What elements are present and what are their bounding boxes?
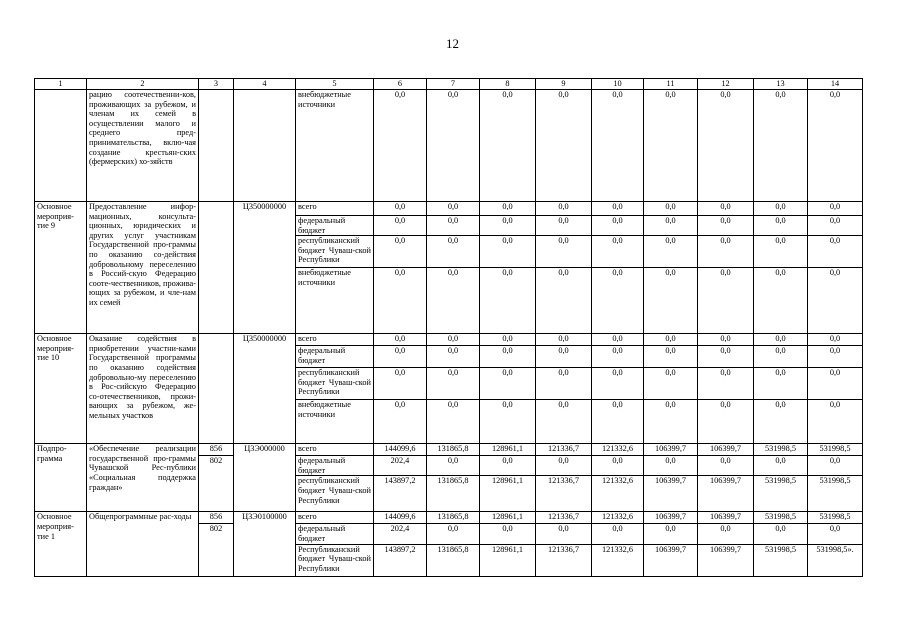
value-cell: 144099,6	[374, 512, 427, 524]
value-cell: 0,0	[427, 456, 480, 476]
grbs-code	[199, 202, 234, 334]
value-cell: 0,0	[427, 202, 480, 216]
value-cell: 131865,8	[427, 476, 480, 512]
value-cell: 0,0	[427, 400, 480, 444]
page-number: 12	[446, 36, 459, 51]
value-cell: 0,0	[808, 236, 863, 268]
value-cell: 131865,8	[427, 444, 480, 456]
value-cell: 121332,6	[592, 444, 644, 456]
value-cell: 0,0	[374, 268, 427, 334]
value-cell: 0,0	[754, 216, 808, 236]
table-row	[35, 334, 863, 346]
value-cell: 121332,6	[592, 476, 644, 512]
value-cell: 0,0	[808, 400, 863, 444]
value-cell: 0,0	[427, 90, 480, 202]
header-col-13: 13	[754, 79, 808, 90]
value-cell: 128961,1	[480, 476, 536, 512]
header-col-4: 4	[234, 79, 296, 90]
value-cell: 0,0	[480, 268, 536, 334]
header-col-9: 9	[536, 79, 592, 90]
value-cell: 0,0	[644, 400, 698, 444]
value-cell: 0,0	[754, 90, 808, 202]
value-cell: 0,0	[592, 202, 644, 216]
value-cell: 0,0	[536, 216, 592, 236]
value-cell: 0,0	[644, 216, 698, 236]
value-cell: 121336,7	[536, 444, 592, 456]
table-row	[35, 512, 863, 524]
value-cell: 0,0	[536, 368, 592, 400]
value-cell: 531998,5».	[808, 544, 863, 576]
event-name: Основное мероприя-тие 10	[35, 334, 87, 444]
funding-source: Республиканский бюджет Чуваш-ской Республики	[296, 544, 374, 576]
value-cell: 131865,8	[427, 544, 480, 576]
value-cell: 531998,5	[808, 512, 863, 524]
funding-source: республиканский бюджет Чуваш-ской Республики	[296, 476, 374, 512]
event-description: «Обеспечение реализации государственной про-граммы Чувашской Рес-публики «Социальная поддержка граждан»	[87, 444, 199, 512]
value-cell: 0,0	[480, 346, 536, 368]
header-col-1: 1	[35, 79, 87, 90]
funding-source: всего	[296, 444, 374, 456]
header-col-5: 5	[296, 79, 374, 90]
value-cell: 0,0	[808, 334, 863, 346]
value-cell: 106399,7	[644, 544, 698, 576]
target-code: Ц350000000	[234, 202, 296, 334]
value-cell: 0,0	[480, 236, 536, 268]
value-cell: 0,0	[644, 202, 698, 216]
value-cell: 0,0	[808, 456, 863, 476]
value-cell: 0,0	[698, 346, 754, 368]
value-cell: 0,0	[536, 268, 592, 334]
event-description: Оказание содействия в приобретении участни-ками Государственной программы по оказанию содействия добровольно-му переселению в Рос-сийскую Федерацию со-отечественников, прожи-вающих за рубежом, же-мельных участков	[87, 334, 199, 444]
funding-source: всего	[296, 334, 374, 346]
value-cell: 128961,1	[480, 512, 536, 524]
budget-table	[34, 78, 863, 577]
value-cell: 0,0	[808, 368, 863, 400]
value-cell: 0,0	[374, 202, 427, 216]
value-cell: 0,0	[698, 524, 754, 544]
value-cell: 0,0	[644, 368, 698, 400]
value-cell: 0,0	[592, 456, 644, 476]
value-cell: 0,0	[754, 456, 808, 476]
event-description: Общепрограммные рас-ходы	[87, 512, 199, 576]
value-cell: 0,0	[698, 268, 754, 334]
value-cell: 202,4	[374, 524, 427, 544]
funding-source: республиканский бюджет Чуваш-ской Республики	[296, 368, 374, 400]
funding-source: внебюджетные источники	[296, 90, 374, 202]
grbs-code: 856	[199, 444, 234, 456]
value-cell: 0,0	[644, 90, 698, 202]
funding-source: федеральный бюджет	[296, 524, 374, 544]
header-col-3: 3	[199, 79, 234, 90]
value-cell: 0,0	[374, 368, 427, 400]
value-cell: 0,0	[754, 346, 808, 368]
value-cell: 0,0	[698, 216, 754, 236]
value-cell: 0,0	[536, 524, 592, 544]
value-cell: 0,0	[480, 216, 536, 236]
header-col-12: 12	[698, 79, 754, 90]
value-cell: 0,0	[427, 334, 480, 346]
table-row	[35, 90, 863, 202]
value-cell: 0,0	[754, 268, 808, 334]
value-cell: 0,0	[374, 90, 427, 202]
value-cell: 106399,7	[698, 476, 754, 512]
funding-source: всего	[296, 202, 374, 216]
value-cell: 0,0	[592, 268, 644, 334]
value-cell: 121332,6	[592, 544, 644, 576]
value-cell: 0,0	[808, 346, 863, 368]
funding-source: республиканский бюджет Чуваш-ской Республики	[296, 236, 374, 268]
funding-source: федеральный бюджет	[296, 456, 374, 476]
event-name: Основное мероприя-тие 1	[35, 512, 87, 576]
value-cell: 0,0	[427, 368, 480, 400]
value-cell: 106399,7	[644, 444, 698, 456]
value-cell: 143897,2	[374, 544, 427, 576]
value-cell: 531998,5	[754, 512, 808, 524]
value-cell: 0,0	[480, 524, 536, 544]
target-code	[234, 90, 296, 202]
target-code: Ц350000000	[234, 334, 296, 444]
value-cell: 0,0	[808, 202, 863, 216]
value-cell: 0,0	[536, 334, 592, 346]
value-cell: 0,0	[427, 236, 480, 268]
value-cell: 0,0	[808, 90, 863, 202]
value-cell: 202,4	[374, 456, 427, 476]
value-cell: 0,0	[592, 400, 644, 444]
event-name: Подпро-грамма	[35, 444, 87, 512]
value-cell: 0,0	[644, 236, 698, 268]
grbs-code	[199, 334, 234, 444]
value-cell: 0,0	[644, 456, 698, 476]
header-col-11: 11	[644, 79, 698, 90]
value-cell: 0,0	[480, 202, 536, 216]
header-col-6: 6	[374, 79, 427, 90]
value-cell: 0,0	[698, 368, 754, 400]
value-cell: 0,0	[427, 216, 480, 236]
value-cell: 0,0	[427, 524, 480, 544]
value-cell: 0,0	[698, 202, 754, 216]
value-cell: 0,0	[536, 456, 592, 476]
value-cell: 106399,7	[698, 444, 754, 456]
value-cell: 0,0	[592, 346, 644, 368]
value-cell: 0,0	[644, 334, 698, 346]
header-col-8: 8	[480, 79, 536, 90]
funding-source: внебюджетные источники	[296, 268, 374, 334]
value-cell: 0,0	[480, 368, 536, 400]
value-cell: 0,0	[754, 524, 808, 544]
value-cell: 0,0	[754, 334, 808, 346]
value-cell: 128961,1	[480, 544, 536, 576]
value-cell: 531998,5	[754, 476, 808, 512]
value-cell: 0,0	[808, 268, 863, 334]
grbs-code: 856	[199, 512, 234, 524]
value-cell: 0,0	[536, 202, 592, 216]
header-col-10: 10	[592, 79, 644, 90]
value-cell: 0,0	[592, 216, 644, 236]
target-code: Ц3Э000000	[234, 444, 296, 512]
value-cell: 0,0	[374, 334, 427, 346]
table-row	[35, 444, 863, 456]
value-cell: 121336,7	[536, 544, 592, 576]
grbs-code: 802	[199, 524, 234, 576]
value-cell: 0,0	[644, 268, 698, 334]
funding-source: федеральный бюджет	[296, 346, 374, 368]
value-cell: 0,0	[536, 90, 592, 202]
value-cell: 0,0	[536, 346, 592, 368]
value-cell: 0,0	[644, 346, 698, 368]
value-cell: 0,0	[427, 268, 480, 334]
event-name: Основное мероприя-тие 9	[35, 202, 87, 334]
value-cell: 0,0	[808, 216, 863, 236]
target-code: Ц3Э0100000	[234, 512, 296, 576]
value-cell: 0,0	[698, 236, 754, 268]
value-cell: 0,0	[592, 236, 644, 268]
header-col-7: 7	[427, 79, 480, 90]
value-cell: 0,0	[480, 90, 536, 202]
event-description: Предоставление инфор-мационных, консульта-ционных, юридических и других услуг участникам Государственной про-граммы по оказанию со-действия добровольному переселению в Россий-скую Федерацию сооте-чественников, прожива-ющих за рубежом, и чле-нам их семей	[87, 202, 199, 334]
header-row	[35, 79, 863, 90]
value-cell: 0,0	[592, 368, 644, 400]
value-cell: 0,0	[754, 400, 808, 444]
value-cell: 0,0	[480, 400, 536, 444]
value-cell: 0,0	[536, 400, 592, 444]
value-cell: 531998,5	[754, 444, 808, 456]
value-cell: 531998,5	[808, 444, 863, 456]
funding-source: всего	[296, 512, 374, 524]
value-cell: 106399,7	[698, 512, 754, 524]
value-cell: 0,0	[808, 524, 863, 544]
value-cell: 0,0	[698, 334, 754, 346]
value-cell: 0,0	[536, 236, 592, 268]
value-cell: 131865,8	[427, 512, 480, 524]
value-cell: 121336,7	[536, 476, 592, 512]
value-cell: 0,0	[374, 400, 427, 444]
funding-source: федеральный бюджет	[296, 216, 374, 236]
value-cell: 128961,1	[480, 444, 536, 456]
event-name	[35, 90, 87, 202]
value-cell: 0,0	[698, 456, 754, 476]
value-cell: 531998,5	[808, 476, 863, 512]
value-cell: 121332,6	[592, 512, 644, 524]
value-cell: 0,0	[754, 236, 808, 268]
value-cell: 0,0	[592, 524, 644, 544]
value-cell: 0,0	[644, 524, 698, 544]
value-cell: 106399,7	[698, 544, 754, 576]
value-cell: 0,0	[480, 456, 536, 476]
value-cell: 0,0	[698, 400, 754, 444]
table-row	[35, 202, 863, 216]
value-cell: 0,0	[754, 202, 808, 216]
value-cell: 144099,6	[374, 444, 427, 456]
header-col-2: 2	[87, 79, 199, 90]
value-cell: 0,0	[374, 346, 427, 368]
value-cell: 0,0	[374, 216, 427, 236]
value-cell: 0,0	[592, 334, 644, 346]
value-cell: 0,0	[427, 346, 480, 368]
value-cell: 0,0	[754, 368, 808, 400]
value-cell: 106399,7	[644, 512, 698, 524]
event-description: рацию соотечественни-ков, проживающих за рубежом, и членам их семей в осуществлении малого и среднего пред-принимательства, вклю-чая создание крестьян-ских (фермерских) хо-зяйств	[87, 90, 199, 202]
value-cell: 143897,2	[374, 476, 427, 512]
value-cell: 0,0	[698, 90, 754, 202]
header-col-14: 14	[808, 79, 863, 90]
value-cell: 121336,7	[536, 512, 592, 524]
funding-source: внебюджетные источники	[296, 400, 374, 444]
value-cell: 0,0	[480, 334, 536, 346]
value-cell: 0,0	[374, 236, 427, 268]
grbs-code	[199, 90, 234, 202]
grbs-code: 802	[199, 456, 234, 512]
value-cell: 0,0	[592, 90, 644, 202]
value-cell: 106399,7	[644, 476, 698, 512]
value-cell: 531998,5	[754, 544, 808, 576]
